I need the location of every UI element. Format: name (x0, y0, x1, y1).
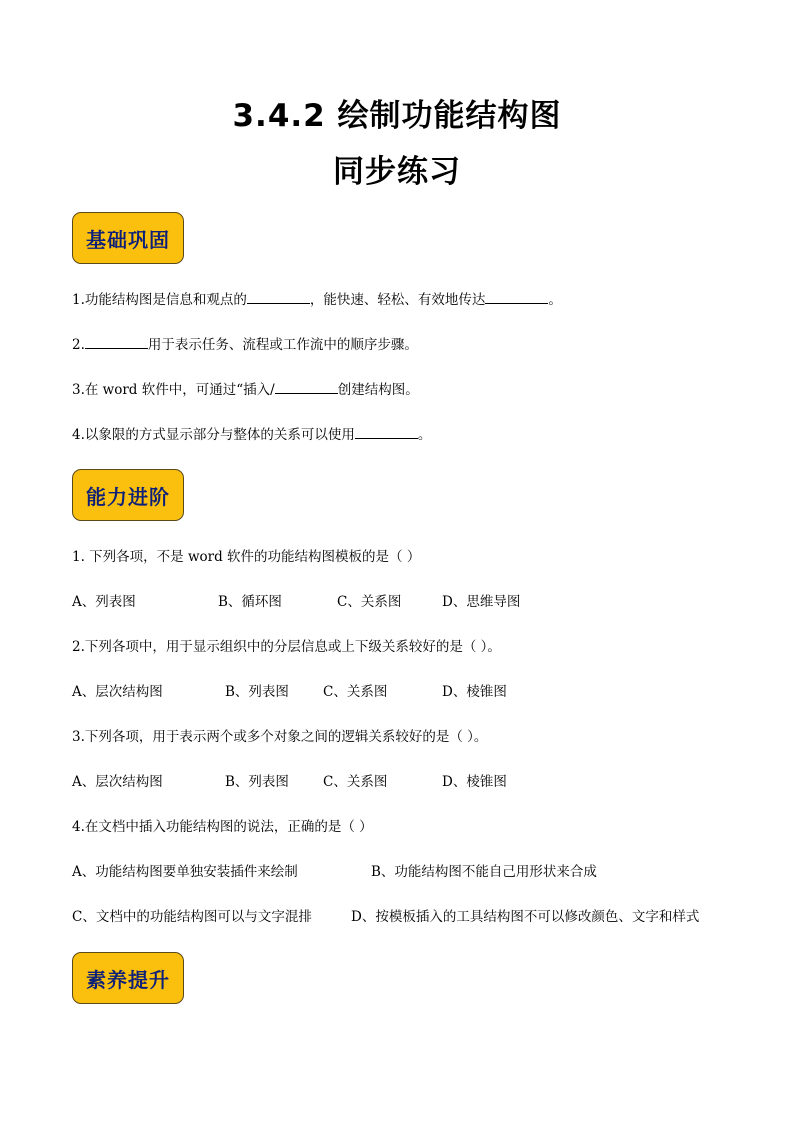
answer-blank (247, 289, 310, 304)
option-d: D、思维导图 (442, 594, 521, 610)
advanced-question-2-stem: 2.下列各项中，用于显示组织中的分层信息或上下级关系较好的是（ ）。 (72, 639, 501, 655)
option-a: A、功能结构图要单独安装插件来绘制 (72, 864, 298, 880)
advanced-question-3-stem: 3.下列各项，用于表示两个或多个对象之间的逻辑关系较好的是（ ）。 (72, 729, 488, 745)
question-text: 用于表示任务、流程或工作流中的顺序步骤。 (147, 337, 418, 353)
option-c: C、关系图 (323, 684, 388, 700)
option-b: B、功能结构图不能自己用形状来合成 (371, 864, 597, 880)
question-text: 1.功能结构图是信息和观点的 (72, 292, 247, 308)
advanced-question-1-stem: 1. 下列各项，不是 word 软件的功能结构图模板的是（ ） (72, 549, 421, 565)
question-text: 。 (417, 427, 432, 443)
basic-question-2 (72, 334, 418, 355)
option-d: D、棱锥图 (442, 684, 507, 700)
option-b: B、循环图 (218, 594, 282, 610)
option-c: C、关系图 (337, 594, 402, 610)
section-badge-advanced: 能力进阶 (72, 469, 184, 521)
question-text: 。 (548, 292, 562, 308)
basic-question-4 (72, 424, 431, 445)
answer-blank (355, 424, 418, 439)
answer-blank (485, 289, 548, 304)
question-text: 3.在 word 软件中，可通过“插入/ (72, 382, 275, 398)
answer-blank (275, 379, 338, 394)
question-text: 创建结构图。 (337, 382, 419, 398)
question-text: 4.以象限的方式显示部分与整体的关系可以使用 (72, 427, 355, 443)
option-b: B、列表图 (225, 774, 289, 790)
basic-question-3 (72, 379, 419, 400)
question-text: ，能快速、轻松、有效地传达 (309, 292, 486, 308)
basic-question-1 (72, 289, 562, 310)
option-c: C、文档中的功能结构图可以与文字混排 (72, 909, 312, 925)
advanced-question-4-stem: 4.在文档中插入功能结构图的说法，正确的是（ ） (72, 819, 373, 835)
page-subtitle: 同步练习 (333, 154, 461, 190)
question-text: 2. (72, 337, 85, 353)
option-d: D、棱锥图 (442, 774, 507, 790)
option-c: C、关系图 (323, 774, 388, 790)
section-badge-basic: 基础巩固 (72, 212, 184, 264)
option-a: A、列表图 (72, 594, 136, 610)
option-b: B、列表图 (225, 684, 289, 700)
option-a: A、层次结构图 (72, 774, 163, 790)
page-title: 3.4.2 绘制功能结构图 (232, 98, 562, 134)
option-d: D、按模板插入的工具结构图不可以修改颜色、文字和样式 (351, 909, 700, 925)
option-a: A、层次结构图 (72, 684, 163, 700)
section-badge-literacy: 素养提升 (72, 952, 184, 1004)
answer-blank (85, 334, 148, 349)
